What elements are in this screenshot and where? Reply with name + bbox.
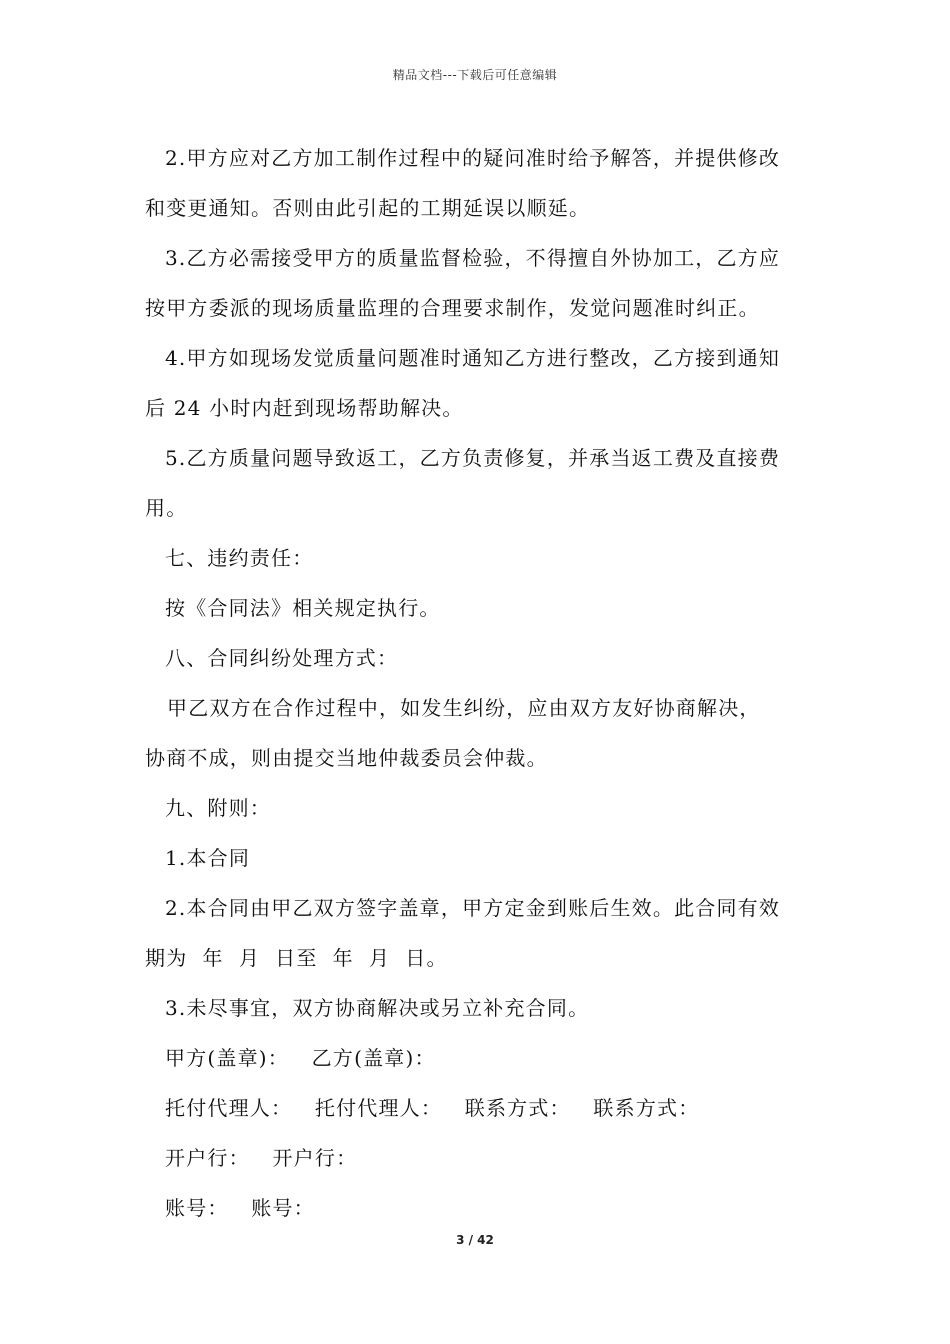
annex-clause-2-line-1: 2.本合同由甲乙双方签字盖章，甲方定金到账后生效。此合同有效 [165, 896, 781, 920]
clause-5-line-1: 5.乙方质量问题导致返工，乙方负责修复，并承当返工费及直接费 [165, 446, 781, 470]
signature-bank-line: 开户行： 开户行： [165, 1146, 358, 1170]
clause-3-line-1: 3.乙方必需接受甲方的质量监督检验，不得擅自外协加工，乙方应 [165, 246, 781, 270]
clause-2-line-2: 和变更通知。否则由此引起的工期延误以顺延。 [145, 196, 591, 220]
clause-2-line-1: 2.甲方应对乙方加工制作过程中的疑问准时给予解答，并提供修改 [165, 146, 781, 170]
section-8-line-2: 协商不成，则由提交当地仲裁委员会仲裁。 [145, 746, 548, 770]
section-8-heading: 八、合同纠纷处理方式： [165, 646, 399, 670]
section-9-heading: 九、附则： [165, 796, 271, 820]
section-7-heading: 七、违约责任： [165, 546, 314, 570]
document-body [145, 133, 813, 1233]
clause-3-line-2: 按甲方委派的现场质量监理的合理要求制作，发觉问题准时纠正。 [145, 296, 760, 320]
signature-seal-line: 甲方(盖章)： 乙方(盖章)： [165, 1046, 436, 1070]
annex-clause-2-line-2: 期为 年 月 日至 年 月 日。 [145, 946, 448, 970]
page-header: 精品文档---下载后可任意编辑 [392, 68, 558, 82]
page-indicator: 3 / 42 [456, 1233, 494, 1247]
annex-clause-1: 1.本合同 [165, 846, 251, 870]
signature-agent-line: 托付代理人： 托付代理人： 联系方式： 联系方式： [165, 1096, 700, 1120]
section-7-text: 按《合同法》相关规定执行。 [165, 596, 441, 620]
clause-5-line-2: 用。 [145, 496, 188, 520]
signature-account-line: 账号： 账号： [165, 1196, 315, 1220]
clause-4-line-2: 后 24 小时内赶到现场帮助解决。 [145, 396, 464, 420]
clause-4-line-1: 4.甲方如现场发觉质量问题准时通知乙方进行整改，乙方接到通知 [165, 346, 781, 370]
annex-clause-3: 3.未尽事宜，双方协商解决或另立补充合同。 [165, 996, 590, 1020]
section-8-line-1: 甲乙双方在合作过程中，如发生纠纷，应由双方友好协商解决， [167, 696, 761, 720]
